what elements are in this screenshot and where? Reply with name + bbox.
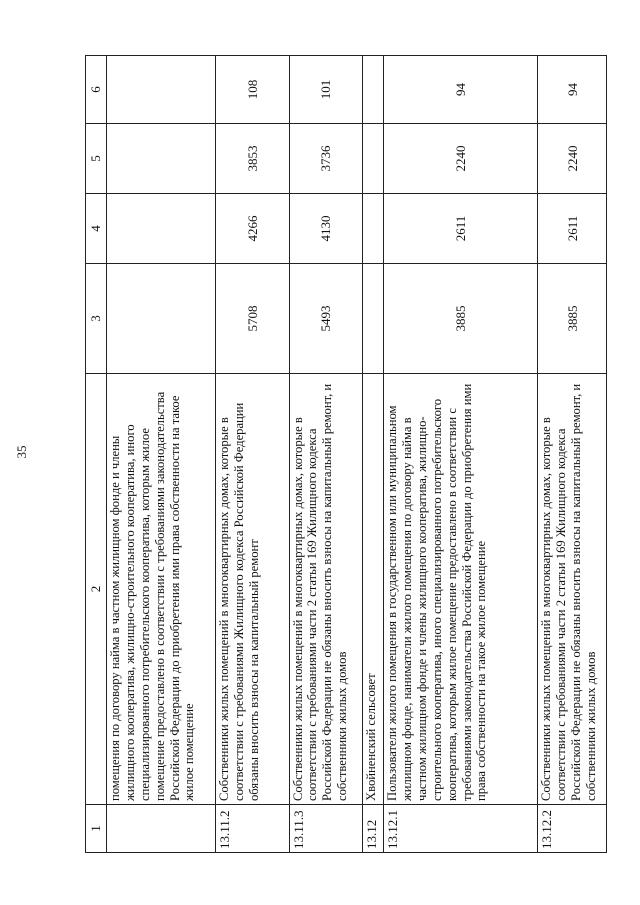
tariff-table xyxy=(85,55,607,853)
row-description: Пользователи жилого помещения в государственном или муниципальном жилищном фонде, наниматели жилого помещения по договору найма в частном жилищном фонде и члены жилищного кооператива, жилищно-строительного кооператива, иного специализированного потребительского кооператива, которым жилое помещение предоставлено в соответствии с требованиями законодательства Российской Федерации до приобретения ими права собственности на такое жилое помещение xyxy=(384,374,538,805)
row-value-col5: 2240 xyxy=(538,124,607,194)
header-cell: 3 xyxy=(86,264,107,374)
row-code: 13.11.2 xyxy=(215,805,289,853)
row-code: 13.12.2 xyxy=(538,805,607,853)
row-value-col6: 101 xyxy=(289,56,363,124)
row-value-col5: 2240 xyxy=(384,124,538,194)
row-value-col4: 4266 xyxy=(215,194,289,264)
row-code: 13.12.1 xyxy=(384,805,538,853)
rotated-table-container xyxy=(85,56,607,853)
row-value-col5: 3853 xyxy=(215,124,289,194)
table-row xyxy=(384,56,538,853)
table-row xyxy=(538,56,607,853)
row-value-col4: 4130 xyxy=(289,194,363,264)
row-value-col4 xyxy=(363,194,384,264)
header-cell: 6 xyxy=(86,56,107,124)
row-value-col6 xyxy=(363,56,384,124)
row-description: Хвойненский сельсовет xyxy=(363,374,384,805)
row-value-col5 xyxy=(363,124,384,194)
header-cell: 1 xyxy=(86,805,107,853)
row-value-col3: 3885 xyxy=(538,264,607,374)
table-header-row xyxy=(86,56,107,853)
table-row xyxy=(215,56,289,853)
row-value-col6: 108 xyxy=(215,56,289,124)
row-value-col6 xyxy=(107,56,216,124)
row-value-col6: 94 xyxy=(384,56,538,124)
row-code: 13.11.3 xyxy=(289,805,363,853)
header-cell: 5 xyxy=(86,124,107,194)
table-row xyxy=(363,56,384,853)
row-value-col4: 2611 xyxy=(538,194,607,264)
row-value-col6: 94 xyxy=(538,56,607,124)
row-value-col3: 5708 xyxy=(215,264,289,374)
table-row xyxy=(107,56,216,853)
row-description: Собственники жилых помещений в многоквартирных домах, которые в соответствии с требованиями части 2 статьи 169 Жилищного кодекса Российской Федерации не обязаны вносить взносы на капитальный ремонт, и собственники жилых домов xyxy=(538,374,607,805)
row-description: помещения по договору найма в частном жилищном фонде и члены жилищного кооператива, жилищно-строительного кооператива, иного специализированного потребительского кооператива, которым жилое помещение предоставлено в соответствии с требованиями законодательства Российской Федерации до приобретения ими права собственности на такое жилое помещение xyxy=(107,374,216,805)
row-code: 13.12 xyxy=(363,805,384,853)
row-description: Собственники жилых помещений в многоквартирных домах, которые в соответствии с требованиями Жилищного кодекса Российской Федерации обязаны вносить взносы на капитальный ремонт xyxy=(215,374,289,805)
header-cell: 4 xyxy=(86,194,107,264)
header-cell: 2 xyxy=(86,374,107,805)
row-value-col5: 3736 xyxy=(289,124,363,194)
row-value-col3: 5493 xyxy=(289,264,363,374)
table-row xyxy=(289,56,363,853)
row-value-col3 xyxy=(363,264,384,374)
row-value-col3 xyxy=(107,264,216,374)
page-number: 35 xyxy=(14,445,29,459)
row-value-col3: 3885 xyxy=(384,264,538,374)
row-value-col5 xyxy=(107,124,216,194)
row-description: Собственники жилых помещений в многоквартирных домах, которые в соответствии с требованиями части 2 статьи 169 Жилищного кодекса Российской Федерации не обязаны вносить взносы на капитальный ремонт, и собственники жилых домов xyxy=(289,374,363,805)
row-code xyxy=(107,805,216,853)
row-value-col4: 2611 xyxy=(384,194,538,264)
row-value-col4 xyxy=(107,194,216,264)
